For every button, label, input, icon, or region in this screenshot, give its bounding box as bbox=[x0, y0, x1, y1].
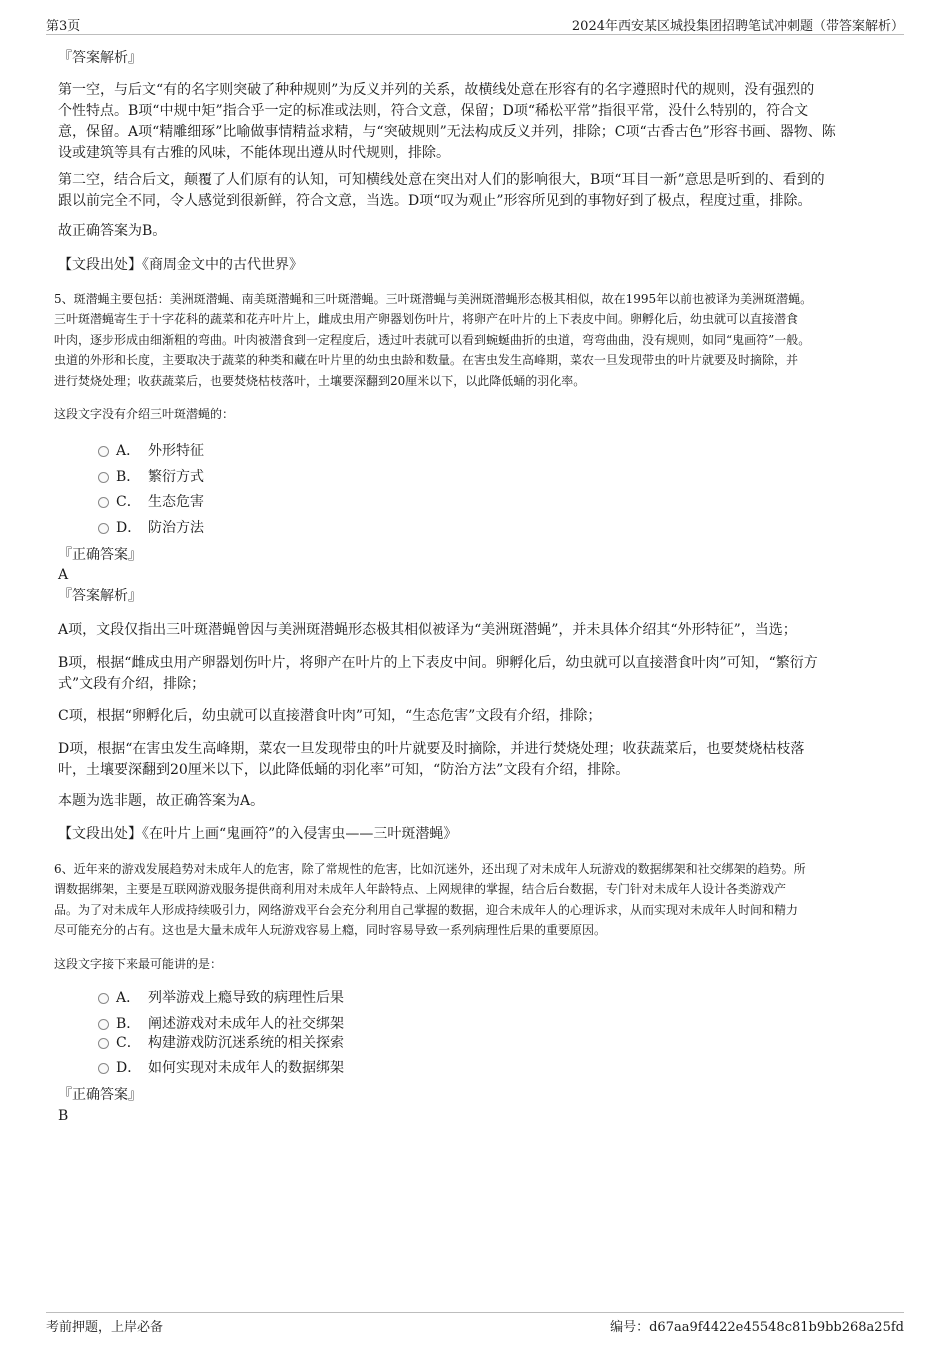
q4-explain-p1-l4: 设或建筑等具有古雅的风味，不能体现出遵从时代规则，排除。 bbox=[58, 145, 450, 161]
document-id: 编号：d67aa9f4422e45548c81b9bb268a25fd bbox=[610, 1320, 904, 1335]
q6-question: 这段文字接下来最可能讲的是： bbox=[54, 957, 223, 971]
q5-option-a[interactable]: A． 外形特征 bbox=[98, 440, 204, 462]
q4-explain-p2-l2: 跟以前完全不同，令人感觉到很新鲜，符合文意，当选。D项“叹为观止”形容所见到的事物好到了极点，程度过重，排除。 bbox=[58, 193, 812, 209]
q5-explain-d-l1: D项，根据“在害虫发生高峰期，菜农一旦发现带虫的叶片就要及时摘除，并进行焚烧处理；收获蔬菜后，也要焚烧枯枝落 bbox=[58, 741, 805, 757]
q5-explain-b-l1: B项，根据“雌成虫用产卵器划伤叶片，将卵产在叶片的上下表皮中间。卵孵化后，幼虫就可以直接潜食叶肉”可知，“繁衍方 bbox=[58, 655, 818, 671]
q4-explain-title: 『答案解析』 bbox=[58, 50, 142, 66]
q5-option-c[interactable]: C． 生态危害 bbox=[98, 491, 204, 513]
q5-explain-d-l2: 叶，土壤要深翻到20厘米以下，以此降低蛹的羽化率”可知，“防治方法”文段有介绍，排除。 bbox=[58, 762, 630, 778]
radio-icon[interactable] bbox=[98, 523, 109, 534]
q5-stem-l1: 5、斑潜蝇主要包括：美洲斑潜蝇、南美斑潜蝇和三叶斑潜蝇。三叶斑潜蝇与美洲斑潜蝇形态极其相似，故在1995年以前也被译为美洲斑潜蝇。 bbox=[54, 292, 813, 306]
radio-icon[interactable] bbox=[98, 472, 109, 483]
q6-stem-l3: 品。为了对未成年人形成持续吸引力，网络游戏平台会充分利用自己掌握的数据，迎合未成年人的心理诉求，从而实现对未成年人时间和精力 bbox=[54, 903, 799, 917]
q6-answer-title: 『正确答案』 bbox=[58, 1087, 142, 1103]
q6-option-a[interactable]: A． 列举游戏上瘾导致的病理性后果 bbox=[98, 987, 344, 1009]
q5-source: 【文段出处】《在叶片上画“鬼画符”的入侵害虫——三叶斑潜蝇》 bbox=[58, 826, 458, 842]
q6-option-c[interactable]: C． 构建游戏防沉迷系统的相关探索 bbox=[98, 1032, 344, 1054]
document-title: 2024年西安某区城投集团招聘笔试冲刺题（带答案解析） bbox=[571, 19, 904, 34]
q5-stem-l4: 虫道的外形和长度，主要取决于蔬菜的种类和藏在叶片里的幼虫虫龄和数量。在害虫发生高峰期，菜农一旦发现带虫的叶片就要及时摘除，并 bbox=[54, 353, 799, 367]
q5-conclusion: 本题为选非题，故正确答案为A。 bbox=[58, 793, 265, 809]
q6-stem-l4: 尽可能充分的占有。这也是大量未成年人玩游戏容易上瘾，同时容易导致一系列病理性后果的重要原因。 bbox=[54, 923, 607, 937]
radio-icon[interactable] bbox=[98, 993, 109, 1004]
q4-explain-p2-l1: 第二空，结合后文，颠覆了人们原有的认知，可知横线处意在突出对人们的影响很大，B项“耳目一新”意思是听到的、看到的 bbox=[58, 172, 825, 188]
q5-question: 这段文字没有介绍三叶斑潜蝇的： bbox=[54, 407, 235, 421]
q5-stem-l2: 三叶斑潜蝇寄生于十字花科的蔬菜和花卉叶片上，雌成虫用产卵器划伤叶片，将卵产在叶片的上下表皮中间。卵孵化后，幼虫就可以直接潜食 bbox=[54, 312, 799, 326]
q4-explain-p1-l3: 意，保留。A项“精雕细琢”比喻做事情精益求精，与“突破规则”无法构成反义并列，排除；C项“古香古色”形容书画、器物、陈 bbox=[58, 124, 836, 140]
q6-option-b[interactable]: B． 阐述游戏对未成年人的社交绑架 bbox=[98, 1013, 344, 1035]
q5-answer: A bbox=[58, 567, 69, 583]
q6-stem-l2: 谓数据绑架，主要是互联网游戏服务提供商利用对未成年人年龄特点、上网规律的掌握，结合后台数据，专门针对未成年人设计各类游戏产 bbox=[54, 882, 787, 896]
q5-explain-title: 『答案解析』 bbox=[58, 588, 142, 604]
q4-source: 【文段出处】《商周金文中的古代世界》 bbox=[58, 257, 303, 273]
q5-explain-a: A项，文段仅指出三叶斑潜蝇曾因与美洲斑潜蝇形态极其相似被译为“美洲斑潜蝇”，并未具体介绍其“外形特征”，当选； bbox=[58, 622, 797, 638]
q4-explain-p1-l1: 第一空，与后文“有的名字则突破了种种规则”为反义并列的关系，故横线处意在形容有的名字遵照时代的规则，没有强烈的 bbox=[58, 82, 815, 98]
radio-icon[interactable] bbox=[98, 497, 109, 508]
footer-slogan: 考前押题，上岸必备 bbox=[46, 1320, 164, 1335]
q5-option-b[interactable]: B． 繁衍方式 bbox=[98, 466, 204, 488]
q4-conclusion: 故正确答案为B。 bbox=[58, 223, 167, 239]
page-footer bbox=[46, 1312, 904, 1335]
q5-answer-title: 『正确答案』 bbox=[58, 547, 142, 563]
q5-explain-c: C项，根据“卵孵化后，幼虫就可以直接潜食叶肉”可知，“生态危害”文段有介绍，排除； bbox=[58, 708, 602, 724]
q5-option-d[interactable]: D． 防治方法 bbox=[98, 517, 204, 539]
q6-answer: B bbox=[58, 1108, 69, 1124]
page-header bbox=[46, 14, 904, 35]
radio-icon[interactable] bbox=[98, 1063, 109, 1074]
radio-icon[interactable] bbox=[98, 1038, 109, 1049]
radio-icon[interactable] bbox=[98, 1019, 109, 1030]
q6-stem-l1: 6、近年来的游戏发展趋势对未成年人的危害，除了常规性的危害，比如沉迷外，还出现了对未成年人玩游戏的数据绑架和社交绑架的趋势。所 bbox=[54, 862, 806, 876]
q5-stem-l5: 进行焚烧处理；收获蔬菜后，也要焚烧枯枝落叶，土壤要深翻到20厘米以下，以此降低蛹的羽化率。 bbox=[54, 374, 586, 388]
page-number: 第3页 bbox=[46, 19, 81, 34]
q5-explain-b-l2: 式”文段有介绍，排除； bbox=[58, 676, 206, 692]
radio-icon[interactable] bbox=[98, 446, 109, 457]
q6-option-d[interactable]: D． 如何实现对未成年人的数据绑架 bbox=[98, 1057, 344, 1079]
q5-stem-l3: 叶肉，逐步形成由细渐粗的弯曲。叶肉被潜食到一定程度后，透过叶表就可以看到蜿蜒曲折的虫道，弯弯曲曲，没有规则，如同“鬼画符”一般。 bbox=[54, 333, 811, 347]
q4-explain-p1-l2: 个性特点。B项“中规中矩”指合乎一定的标准或法则，符合文意，保留；D项“稀松平常”指很平常，没什么特别的，符合文 bbox=[58, 103, 809, 119]
